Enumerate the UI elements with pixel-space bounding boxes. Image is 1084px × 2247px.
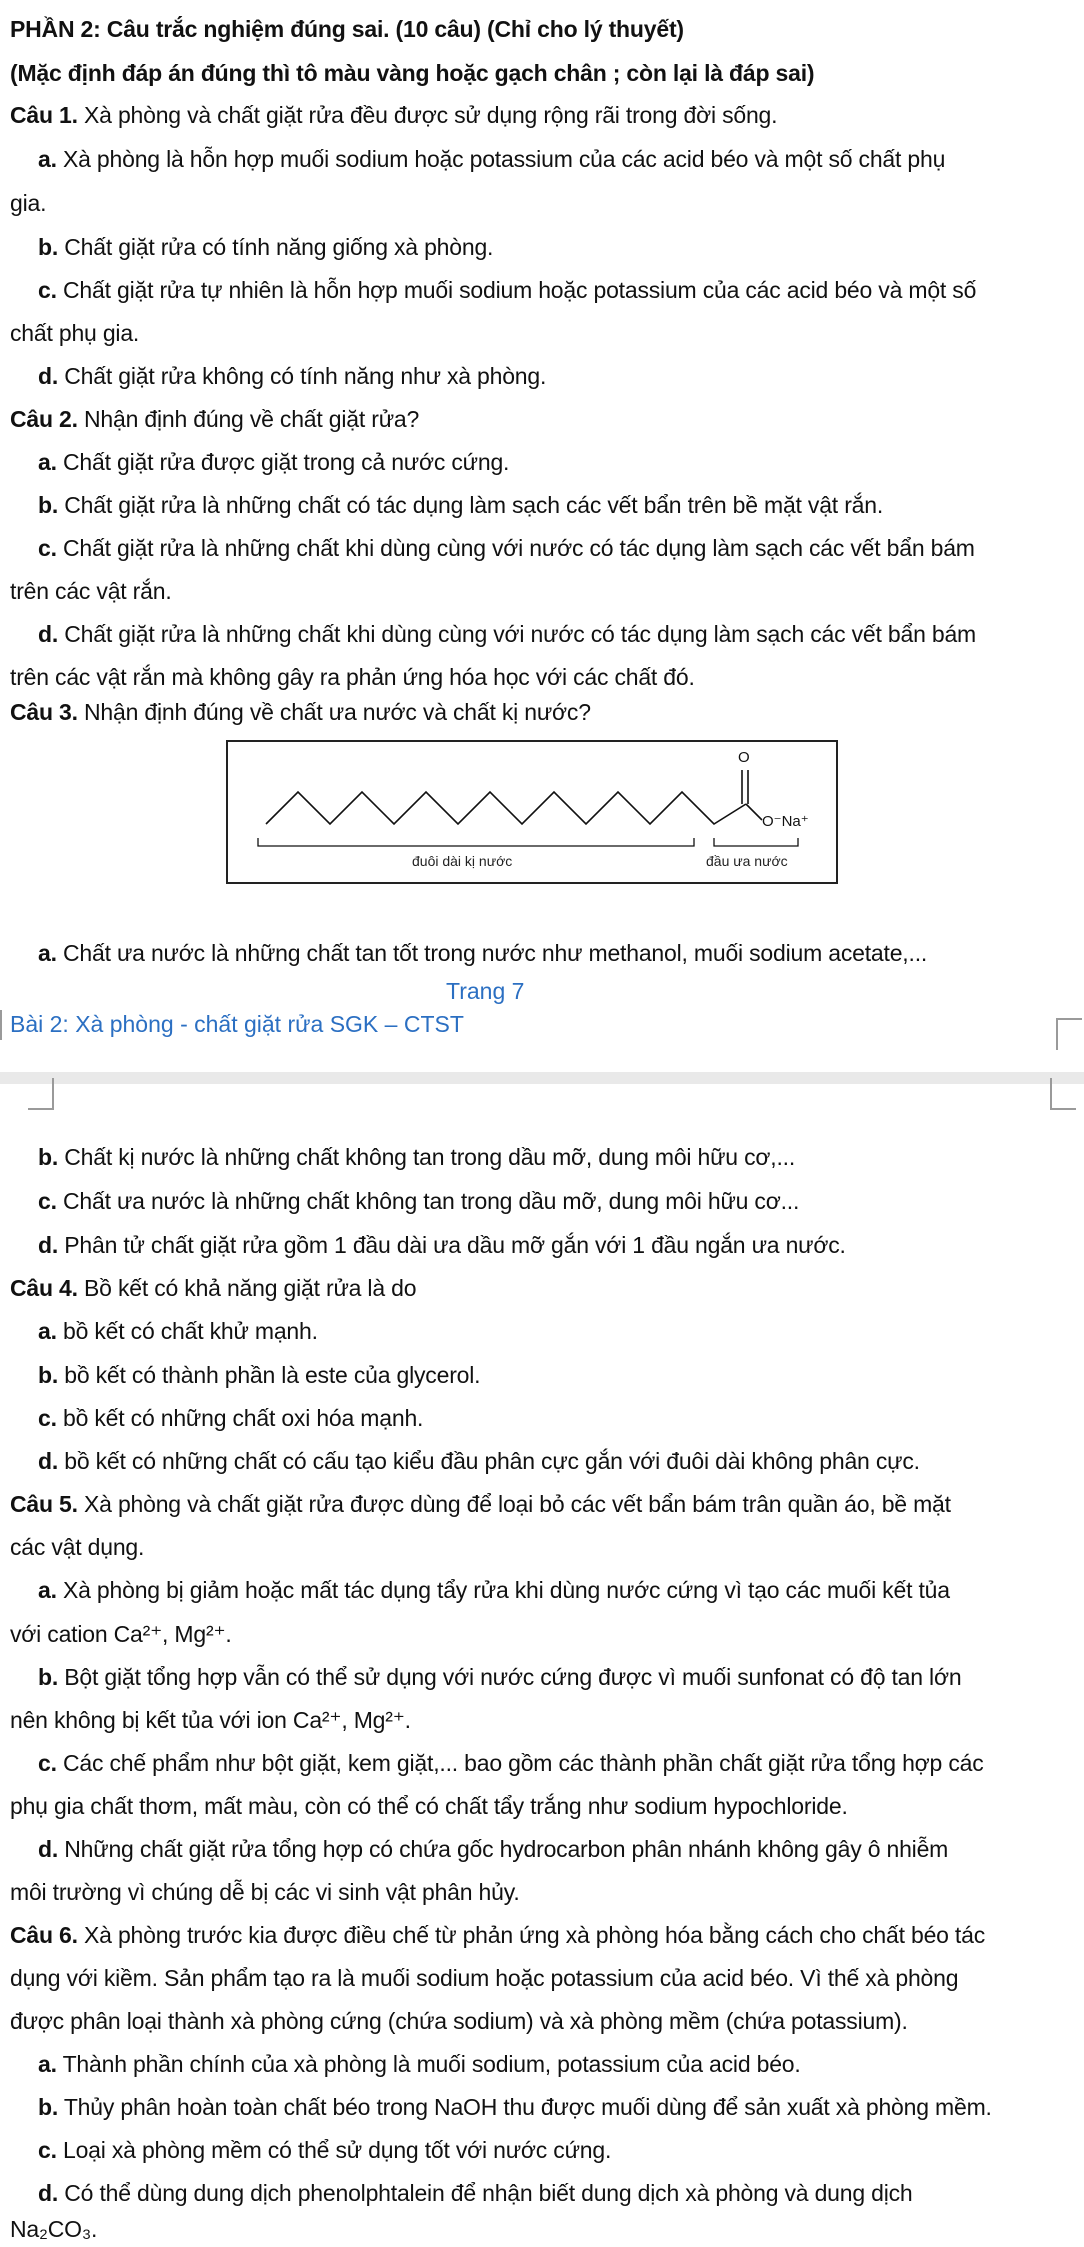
option-letter: d. [38,621,59,647]
option-c [38,275,976,305]
option-text: bồ kết có những chất có cấu tạo kiểu đầu phân cực gắn với đuôi dài không phân cực. [64,1448,920,1474]
option-text: Bột giặt tổng hợp vẫn có thể sử dụng với nước cứng được vì muối sunfonat có độ tan lớn [64,1664,962,1690]
question-label: Câu 4. [10,1275,78,1301]
option-c [38,533,975,563]
option-b [38,232,493,262]
option-b [38,1662,961,1692]
option-c [38,1403,423,1433]
option-a [38,938,927,968]
option-letter: d. [38,1232,59,1258]
option-d [38,361,546,391]
option-text: bồ kết có thành phần là este của glycerol. [64,1362,481,1388]
option-a-cont: gia. [10,190,47,216]
page-corner-right-next [1050,1078,1076,1110]
tail-bracket [258,838,694,846]
option-a [38,447,509,477]
question-text: Xà phòng trước kia được điều chế từ phản ứng xà phòng hóa bằng cách cho chất béo tác [77,1922,986,1948]
option-letter: b. [38,2094,59,2120]
option-d [38,2178,913,2208]
option-text: Thủy phân hoàn toàn chất béo trong NaOH thu được muối dùng để sản xuất xà phòng mềm. [63,2094,992,2120]
page-corner-right [1056,1018,1082,1050]
option-text: Những chất giặt rửa tổng hợp có chứa gốc hydrocarbon phân nhánh không gây ô nhiễm [64,1836,949,1862]
question-6 [10,1920,985,1950]
option-a [38,1575,950,1605]
option-text: Có thể dùng dung dịch phenolphtalein để nhận biết dung dịch xà phòng và dung dịch [64,2180,913,2206]
question-3 [10,697,591,727]
option-letter: b. [38,1144,59,1170]
option-text: Chất giặt rửa không có tính năng như xà phòng. [64,363,547,389]
option-a [38,1316,318,1346]
question-5 [10,1489,951,1519]
option-text: Các chế phẩm như bột giặt, kem giặt,... bao gồm các thành phần chất giặt rửa tổng hợp các [63,1750,984,1776]
section-instruction: (Mặc định đáp án đúng thì tô màu vàng hoặc gạch chân ; còn lại là đáp sai) [10,60,815,86]
option-letter: c. [38,1750,57,1776]
option-text: Chất giặt rửa là những chất khi dùng cùng với nước có tác dụng làm sạch các vết bẩn bám [64,621,976,647]
option-text: Xà phòng là hỗn hợp muối sodium hoặc potassium của các acid béo và một số chất phụ [63,146,946,172]
option-b-cont: nên không bị kết tủa với ion Ca²⁺, Mg²⁺. [10,1707,411,1733]
question-label: Câu 6. [10,1922,78,1948]
option-text: Chất giặt rửa có tính năng giống xà phòng. [64,234,494,260]
hydrocarbon-chain [266,792,746,824]
question-4 [10,1273,416,1303]
page-number: Trang 7 [446,978,525,1004]
option-a-cont: với cation Ca²⁺, Mg²⁺. [10,1621,232,1647]
option-b [38,1142,795,1172]
molecule-diagram [228,742,836,882]
page-separator [0,1072,1084,1084]
head-label: đầu ưa nước [706,853,788,869]
question-label: Câu 5. [10,1491,78,1517]
option-c [38,1748,984,1778]
question-label: Câu 3. [10,699,78,725]
question-label: Câu 2. [10,406,78,432]
option-letter: a. [38,2051,57,2077]
page-corner-left [0,1010,26,1040]
option-letter: c. [38,535,57,561]
tail-label: đuôi dài kị nước [412,853,513,869]
option-text: Xà phòng bị giảm hoặc mất tác dụng tẩy rửa khi dùng nước cứng vì tạo các muối kết tủa [63,1577,950,1603]
option-letter: d. [38,363,59,389]
option-letter: b. [38,492,59,518]
question-2 [10,404,419,434]
option-d-cont: Na₂CO₃. [10,2216,98,2242]
option-letter: c. [38,1188,57,1214]
option-c-cont: trên các vật rắn. [10,578,172,604]
surfactant-molecule-figure [226,740,838,884]
option-letter: b. [38,234,59,260]
question-text: Nhận định đúng về chất ưa nước và chất kị nước? [77,699,591,725]
option-d-cont: môi trường vì chúng dễ bị các vi sinh vật phân hủy. [10,1879,520,1905]
ion-label: O⁻Na⁺ [762,813,809,830]
option-d [38,619,976,649]
option-letter: a. [38,449,57,475]
option-b [38,1360,480,1390]
option-b [38,490,883,520]
option-text: Phân tử chất giặt rửa gồm 1 đầu dài ưa dầu mỡ gắn với 1 đầu ngắn ưa nước. [64,1232,846,1258]
option-text: Loại xà phòng mềm có thể sử dụng tốt với nước cứng. [63,2137,612,2163]
option-letter: c. [38,1405,57,1431]
option-text: Chất giặt rửa là những chất khi dùng cùng với nước có tác dụng làm sạch các vết bẩn bám [63,535,975,561]
option-letter: a. [38,1318,57,1344]
option-letter: d. [38,1448,59,1474]
option-d-cont: trên các vật rắn mà không gây ra phản ứng hóa học với các chất đó. [10,664,695,690]
head-bracket [714,838,798,846]
option-text: Chất giặt rửa tự nhiên là hỗn hợp muối sodium hoặc potassium của các acid béo và một số [63,277,977,303]
option-d [38,1446,920,1476]
option-d [38,1230,846,1260]
option-letter: a. [38,940,57,966]
question-text: Xà phòng và chất giặt rửa đều được sử dụng rộng rãi trong đời sống. [77,102,778,128]
question-6-cont: dụng với kiềm. Sản phẩm tạo ra là muối sodium hoặc potassium của acid béo. Vì thế xà phòng [10,1965,959,1991]
option-letter: d. [38,1836,59,1862]
option-a [38,144,945,174]
option-a [38,2049,801,2079]
question-label: Câu 1. [10,102,78,128]
option-text: Chất ưa nước là những chất không tan trong dầu mỡ, dung môi hữu cơ... [63,1188,800,1214]
option-text: Chất giặt rửa là những chất có tác dụng làm sạch các vết bẩn trên bề mặt vật rắn. [64,492,884,518]
option-text: Chất giặt rửa được giặt trong cả nước cứng. [63,449,510,475]
question-6-cont: được phân loại thành xà phòng cứng (chứa sodium) và xà phòng mềm (chứa potassium). [10,2008,908,2034]
option-c [38,2135,611,2165]
question-text: Nhận định đúng về chất giặt rửa? [77,406,420,432]
question-text: Bồ kết có khả năng giặt rửa là do [77,1275,417,1301]
footer-title: Bài 2: Xà phòng - chất giặt rửa SGK – CTST [10,1011,464,1037]
question-text: Xà phòng và chất giặt rửa được dùng để loại bỏ các vết bẩn bám trân quần áo, bề mặt [77,1491,951,1517]
page-corner-left-next [28,1078,54,1110]
option-letter: b. [38,1664,59,1690]
option-c [38,1186,799,1216]
option-letter: c. [38,2137,57,2163]
oxygen-atom-label: O [738,749,750,766]
question-5-cont: các vật dụng. [10,1534,145,1560]
oxygen-bond [746,804,762,820]
option-letter: a. [38,146,57,172]
option-text: Thành phần chính của xà phòng là muối sodium, potassium của acid béo. [62,2051,801,2077]
option-text: bồ kết có chất khử mạnh. [63,1318,318,1344]
option-letter: d. [38,2180,59,2206]
option-c-cont: phụ gia chất thơm, mất màu, còn có thể có chất tẩy trắng như sodium hypochloride. [10,1793,848,1819]
option-c-cont: chất phụ gia. [10,320,140,346]
section-title: PHẦN 2: Câu trắc nghiệm đúng sai. (10 câu) (Chỉ cho lý thuyết) [10,16,684,42]
option-b [38,2092,992,2122]
question-1 [10,100,777,130]
option-d [38,1834,948,1864]
option-text: Chất kị nước là những chất không tan trong dầu mỡ, dung môi hữu cơ,... [64,1144,796,1170]
option-text: Chất ưa nước là những chất tan tốt trong nước như methanol, muối sodium acetate,... [63,940,928,966]
option-letter: a. [38,1577,57,1603]
option-letter: b. [38,1362,59,1388]
option-letter: c. [38,277,57,303]
option-text: bồ kết có những chất oxi hóa mạnh. [63,1405,424,1431]
